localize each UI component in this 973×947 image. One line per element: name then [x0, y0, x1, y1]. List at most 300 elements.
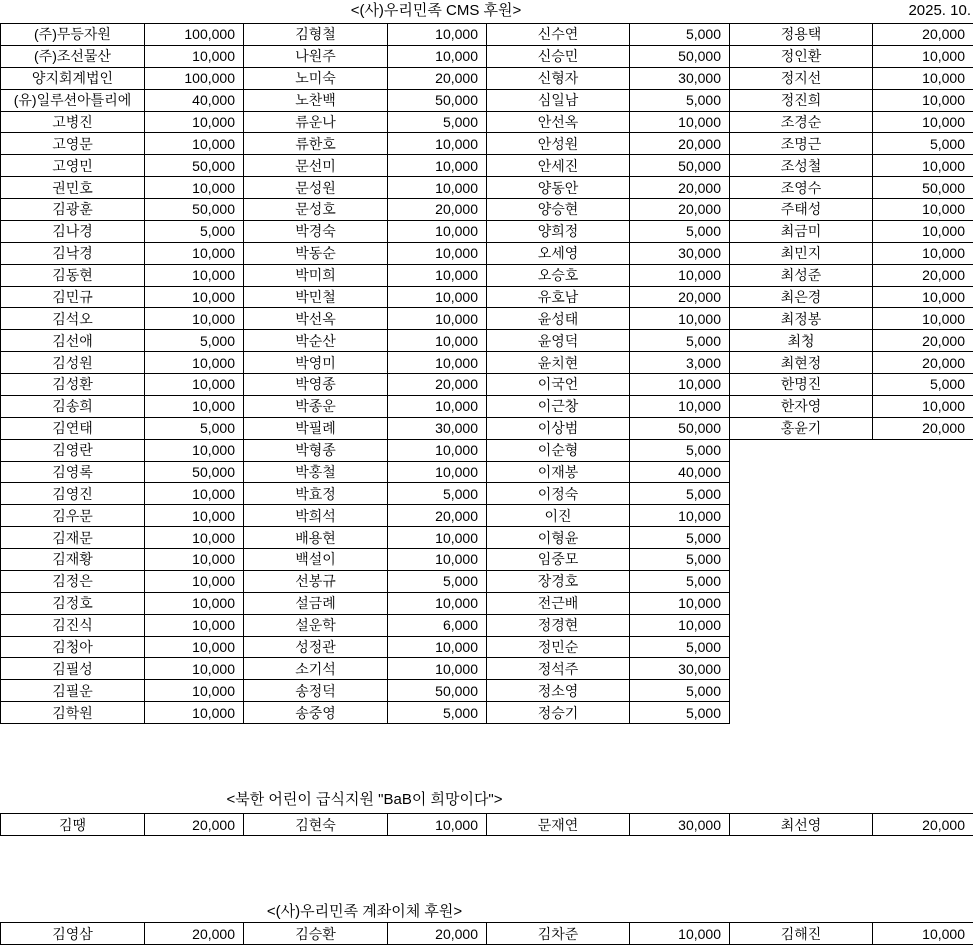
donor-name-cell: 박형종 [244, 439, 388, 461]
donor-name-cell: 고영문 [1, 133, 145, 155]
empty-cell [730, 483, 873, 505]
table-row [1, 483, 973, 505]
donation-amount-cell: 20,000 [388, 505, 487, 527]
donor-name-cell: 최금미 [730, 220, 873, 242]
bab-donation-table [0, 813, 973, 836]
table-row [1, 133, 973, 155]
donation-amount-cell: 50,000 [630, 45, 730, 67]
donation-amount-cell: 20,000 [630, 133, 730, 155]
donation-amount-cell: 10,000 [630, 614, 730, 636]
donation-amount-cell: 20,000 [388, 923, 487, 945]
empty-cell [730, 461, 873, 483]
donation-amount-cell: 10,000 [388, 286, 487, 308]
table-row [1, 814, 973, 836]
donor-name-cell: 박미희 [244, 264, 388, 286]
donation-amount-cell: 20,000 [145, 814, 244, 836]
donor-name-cell: 송정덕 [244, 680, 388, 702]
donor-name-cell: 최현정 [730, 352, 873, 374]
donation-amount-cell: 10,000 [145, 549, 244, 571]
donor-name-cell: 김학원 [1, 702, 145, 724]
donor-name-cell: 이형윤 [487, 527, 630, 549]
donation-amount-cell: 10,000 [873, 286, 973, 308]
donation-amount-cell: 10,000 [630, 592, 730, 614]
donor-name-cell: 김진식 [1, 614, 145, 636]
donor-name-cell: 윤치현 [487, 352, 630, 374]
table-row [1, 330, 973, 352]
donation-amount-cell: 50,000 [630, 155, 730, 177]
donation-amount-cell: 10,000 [873, 242, 973, 264]
donor-name-cell: 김광훈 [1, 199, 145, 221]
donor-name-cell: 안선옥 [487, 111, 630, 133]
donation-amount-cell: 10,000 [145, 308, 244, 330]
empty-cell [873, 549, 973, 571]
donor-name-cell: 문재연 [487, 814, 630, 836]
donor-name-cell: 홍윤기 [730, 417, 873, 439]
donor-name-cell: 박홍철 [244, 461, 388, 483]
donation-amount-cell: 10,000 [388, 658, 487, 680]
table-row [1, 549, 973, 571]
donor-name-cell: 박영미 [244, 352, 388, 374]
donation-amount-cell: 10,000 [388, 45, 487, 67]
donation-amount-cell: 10,000 [145, 680, 244, 702]
donor-name-cell: 김재문 [1, 527, 145, 549]
donor-name-cell: 최청 [730, 330, 873, 352]
donor-name-cell: 이재봉 [487, 461, 630, 483]
donation-amount-cell: 5,000 [388, 702, 487, 724]
donation-amount-cell: 10,000 [873, 395, 973, 417]
donor-name-cell: 이순형 [487, 439, 630, 461]
donation-amount-cell: 5,000 [388, 570, 487, 592]
donation-amount-cell: 10,000 [873, 89, 973, 111]
donation-amount-cell: 20,000 [873, 417, 973, 439]
donation-amount-cell: 10,000 [388, 814, 487, 836]
donor-name-cell: 정민순 [487, 636, 630, 658]
table-row [1, 67, 973, 89]
donor-name-cell: 박민철 [244, 286, 388, 308]
donation-amount-cell: 10,000 [145, 570, 244, 592]
donor-name-cell: 윤영덕 [487, 330, 630, 352]
donor-name-cell: 김정은 [1, 570, 145, 592]
donor-name-cell: 문성원 [244, 177, 388, 199]
donor-name-cell: 박효정 [244, 483, 388, 505]
donor-name-cell: 안세진 [487, 155, 630, 177]
donation-amount-cell: 10,000 [145, 702, 244, 724]
donor-name-cell: 양동안 [487, 177, 630, 199]
donation-amount-cell: 10,000 [145, 45, 244, 67]
donation-amount-cell: 10,000 [630, 374, 730, 396]
donation-amount-cell: 40,000 [145, 89, 244, 111]
donor-name-cell: 임중모 [487, 549, 630, 571]
donation-amount-cell: 10,000 [388, 155, 487, 177]
donation-amount-cell: 30,000 [630, 67, 730, 89]
donor-name-cell: 박순산 [244, 330, 388, 352]
donor-name-cell: 김필운 [1, 680, 145, 702]
donation-amount-cell: 10,000 [145, 111, 244, 133]
table-row [1, 680, 973, 702]
table-row [1, 352, 973, 374]
donation-amount-cell: 10,000 [388, 439, 487, 461]
donation-amount-cell: 50,000 [388, 89, 487, 111]
donation-amount-cell: 10,000 [145, 374, 244, 396]
donation-amount-cell: 10,000 [388, 330, 487, 352]
donation-amount-cell: 10,000 [145, 592, 244, 614]
empty-cell [730, 614, 873, 636]
donation-amount-cell: 5,000 [145, 220, 244, 242]
donation-amount-cell: 10,000 [630, 505, 730, 527]
donor-name-cell: 백설이 [244, 549, 388, 571]
donation-amount-cell: 20,000 [388, 374, 487, 396]
donor-name-cell: 설운학 [244, 614, 388, 636]
donor-name-cell: 양지회계법인 [1, 67, 145, 89]
donation-amount-cell: 10,000 [388, 264, 487, 286]
empty-cell [873, 439, 973, 461]
table-row [1, 177, 973, 199]
donor-name-cell: 김재황 [1, 549, 145, 571]
empty-cell [730, 439, 873, 461]
donation-amount-cell: 10,000 [873, 308, 973, 330]
donor-name-cell: 김영란 [1, 439, 145, 461]
empty-cell [873, 614, 973, 636]
donor-name-cell: 양승현 [487, 199, 630, 221]
donation-amount-cell: 10,000 [873, 220, 973, 242]
donation-amount-cell: 10,000 [388, 308, 487, 330]
donation-amount-cell: 20,000 [388, 199, 487, 221]
donor-name-cell: 정승기 [487, 702, 630, 724]
donor-name-cell: 최성준 [730, 264, 873, 286]
donor-name-cell: 이진 [487, 505, 630, 527]
donation-amount-cell: 10,000 [630, 395, 730, 417]
donation-amount-cell: 50,000 [630, 417, 730, 439]
donor-name-cell: 정인환 [730, 45, 873, 67]
donor-name-cell: 박종운 [244, 395, 388, 417]
donation-amount-cell: 10,000 [145, 286, 244, 308]
donation-amount-cell: 5,000 [873, 374, 973, 396]
donor-name-cell: 신수연 [487, 24, 630, 46]
donor-name-cell: 이국언 [487, 374, 630, 396]
donation-amount-cell: 5,000 [630, 24, 730, 46]
donation-amount-cell: 50,000 [145, 155, 244, 177]
donor-name-cell: 정진희 [730, 89, 873, 111]
empty-cell [730, 527, 873, 549]
donation-amount-cell: 40,000 [630, 461, 730, 483]
table-row [1, 570, 973, 592]
donor-name-cell: 한자영 [730, 395, 873, 417]
donation-amount-cell: 5,000 [630, 527, 730, 549]
donor-name-cell: 전근배 [487, 592, 630, 614]
donation-amount-cell: 10,000 [145, 352, 244, 374]
empty-cell [873, 527, 973, 549]
donor-name-cell: 김필성 [1, 658, 145, 680]
donation-amount-cell: 10,000 [388, 527, 487, 549]
donation-amount-cell: 10,000 [145, 395, 244, 417]
table-row [1, 592, 973, 614]
donation-amount-cell: 20,000 [630, 199, 730, 221]
donation-amount-cell: 20,000 [873, 814, 973, 836]
donation-amount-cell: 3,000 [630, 352, 730, 374]
donor-name-cell: 김송희 [1, 395, 145, 417]
donation-amount-cell: 100,000 [145, 67, 244, 89]
donor-name-cell: (주)무등자원 [1, 24, 145, 46]
donation-amount-cell: 10,000 [388, 24, 487, 46]
cms-section-title: <(사)우리민족 CMS 후원> [350, 2, 522, 19]
donor-name-cell: 김우문 [1, 505, 145, 527]
table-row [1, 242, 973, 264]
empty-cell [730, 702, 873, 724]
table-row [1, 395, 973, 417]
donation-amount-cell: 20,000 [873, 264, 973, 286]
donation-amount-cell: 20,000 [145, 923, 244, 945]
donation-amount-cell: 10,000 [145, 264, 244, 286]
donation-amount-cell: 50,000 [873, 177, 973, 199]
donor-name-cell: 주태성 [730, 199, 873, 221]
donor-name-cell: 이정숙 [487, 483, 630, 505]
donation-amount-cell: 20,000 [873, 352, 973, 374]
donor-name-cell: 최민지 [730, 242, 873, 264]
donor-name-cell: 윤성태 [487, 308, 630, 330]
donation-amount-cell: 30,000 [630, 658, 730, 680]
table-row [1, 527, 973, 549]
donation-amount-cell: 10,000 [388, 395, 487, 417]
empty-cell [730, 505, 873, 527]
table-row [1, 923, 973, 945]
donor-name-cell: 조성철 [730, 155, 873, 177]
donor-name-cell: 김해진 [730, 923, 873, 945]
donor-name-cell: 김영삼 [1, 923, 145, 945]
donation-amount-cell: 10,000 [145, 177, 244, 199]
donation-amount-cell: 10,000 [873, 45, 973, 67]
donation-amount-cell: 10,000 [145, 527, 244, 549]
donor-name-cell: 정지선 [730, 67, 873, 89]
donor-name-cell: 정석주 [487, 658, 630, 680]
empty-cell [873, 461, 973, 483]
donation-amount-cell: 5,000 [630, 702, 730, 724]
donation-amount-cell: 20,000 [630, 286, 730, 308]
donor-name-cell: 박필례 [244, 417, 388, 439]
donor-name-cell: 김선애 [1, 330, 145, 352]
donation-amount-cell: 5,000 [873, 133, 973, 155]
table-row [1, 286, 973, 308]
empty-cell [873, 592, 973, 614]
donation-amount-cell: 30,000 [630, 242, 730, 264]
empty-cell [873, 570, 973, 592]
donor-name-cell: 박선옥 [244, 308, 388, 330]
empty-cell [873, 505, 973, 527]
donation-amount-cell: 5,000 [388, 483, 487, 505]
donor-name-cell: 송중영 [244, 702, 388, 724]
donor-name-cell: 김형철 [244, 24, 388, 46]
table-row [1, 155, 973, 177]
donation-amount-cell: 5,000 [630, 570, 730, 592]
donor-name-cell: 김낙경 [1, 242, 145, 264]
donation-amount-cell: 10,000 [873, 199, 973, 221]
donation-amount-cell: 10,000 [145, 483, 244, 505]
donor-name-cell: 김동현 [1, 264, 145, 286]
donor-name-cell: 정소영 [487, 680, 630, 702]
donation-amount-cell: 10,000 [873, 67, 973, 89]
donation-amount-cell: 10,000 [145, 133, 244, 155]
donation-amount-cell: 10,000 [388, 549, 487, 571]
table-row [1, 308, 973, 330]
donor-name-cell: 고영민 [1, 155, 145, 177]
donation-amount-cell: 5,000 [630, 439, 730, 461]
empty-cell [873, 658, 973, 680]
donor-name-cell: 김현숙 [244, 814, 388, 836]
donor-name-cell: 문선미 [244, 155, 388, 177]
donor-name-cell: 김땡 [1, 814, 145, 836]
donor-name-cell: 최정봉 [730, 308, 873, 330]
donor-name-cell: 김석오 [1, 308, 145, 330]
donor-name-cell: 유호남 [487, 286, 630, 308]
donor-name-cell: 선봉규 [244, 570, 388, 592]
donation-amount-cell: 10,000 [630, 264, 730, 286]
table-row [1, 199, 973, 221]
donor-name-cell: 노찬백 [244, 89, 388, 111]
donation-amount-cell: 10,000 [388, 177, 487, 199]
empty-cell [730, 549, 873, 571]
donation-amount-cell: 10,000 [388, 220, 487, 242]
donor-name-cell: 김정호 [1, 592, 145, 614]
donation-amount-cell: 20,000 [873, 330, 973, 352]
empty-cell [730, 592, 873, 614]
donor-name-cell: 배용현 [244, 527, 388, 549]
donation-amount-cell: 5,000 [630, 636, 730, 658]
table-row [1, 702, 973, 724]
table-row [1, 505, 973, 527]
donation-amount-cell: 5,000 [388, 111, 487, 133]
donation-amount-cell: 10,000 [145, 614, 244, 636]
donation-amount-cell: 10,000 [630, 923, 730, 945]
donation-amount-cell: 10,000 [630, 111, 730, 133]
donor-name-cell: 고병진 [1, 111, 145, 133]
donor-name-cell: 김연태 [1, 417, 145, 439]
donation-amount-cell: 5,000 [145, 417, 244, 439]
empty-cell [730, 636, 873, 658]
donation-amount-cell: 10,000 [388, 352, 487, 374]
donation-amount-cell: 10,000 [388, 461, 487, 483]
donor-name-cell: 김영진 [1, 483, 145, 505]
donation-amount-cell: 5,000 [630, 220, 730, 242]
donor-name-cell: 양희정 [487, 220, 630, 242]
donation-amount-cell: 5,000 [630, 89, 730, 111]
donation-amount-cell: 50,000 [145, 461, 244, 483]
donation-amount-cell: 50,000 [145, 199, 244, 221]
donor-name-cell: 이상범 [487, 417, 630, 439]
donation-amount-cell: 10,000 [145, 505, 244, 527]
transfer-section-title: <(사)우리민족 계좌이체 후원> [266, 903, 463, 920]
donor-name-cell: 한명진 [730, 374, 873, 396]
donation-amount-cell: 10,000 [873, 923, 973, 945]
donor-name-cell: 소기석 [244, 658, 388, 680]
cms-donation-table [0, 23, 973, 724]
donor-name-cell: 정용택 [730, 24, 873, 46]
donor-name-cell: 성정관 [244, 636, 388, 658]
donation-amount-cell: 10,000 [873, 111, 973, 133]
table-row [1, 264, 973, 286]
table-row [1, 89, 973, 111]
table-row [1, 220, 973, 242]
donor-name-cell: 신승민 [487, 45, 630, 67]
table-row [1, 45, 973, 67]
donor-name-cell: 류한호 [244, 133, 388, 155]
donation-amount-cell: 10,000 [145, 658, 244, 680]
donation-amount-cell: 6,000 [388, 614, 487, 636]
donor-name-cell: (주)조선물산 [1, 45, 145, 67]
donor-name-cell: 김승환 [244, 923, 388, 945]
table-row [1, 374, 973, 396]
donor-name-cell: 최선영 [730, 814, 873, 836]
donor-name-cell: (유)일루션아틀리에 [1, 89, 145, 111]
table-row [1, 614, 973, 636]
donation-amount-cell: 100,000 [145, 24, 244, 46]
donor-name-cell: 설금례 [244, 592, 388, 614]
donor-name-cell: 오승호 [487, 264, 630, 286]
donor-name-cell: 조경순 [730, 111, 873, 133]
donation-amount-cell: 5,000 [630, 680, 730, 702]
donor-name-cell: 오세영 [487, 242, 630, 264]
donor-name-cell: 류운나 [244, 111, 388, 133]
donor-name-cell: 박동순 [244, 242, 388, 264]
empty-cell [873, 702, 973, 724]
donation-amount-cell: 20,000 [873, 24, 973, 46]
donor-name-cell: 문성호 [244, 199, 388, 221]
donation-amount-cell: 10,000 [388, 133, 487, 155]
donor-name-cell: 박영종 [244, 374, 388, 396]
donation-amount-cell: 30,000 [630, 814, 730, 836]
report-date: 2025. 10. [908, 2, 971, 19]
donor-name-cell: 노미숙 [244, 67, 388, 89]
donation-amount-cell: 30,000 [388, 417, 487, 439]
donor-name-cell: 김청아 [1, 636, 145, 658]
donor-name-cell: 나원주 [244, 45, 388, 67]
donation-amount-cell: 10,000 [145, 636, 244, 658]
donation-amount-cell: 20,000 [388, 67, 487, 89]
donation-amount-cell: 10,000 [630, 308, 730, 330]
donor-name-cell: 김나경 [1, 220, 145, 242]
donation-amount-cell: 10,000 [388, 636, 487, 658]
donor-name-cell: 신형자 [487, 67, 630, 89]
donor-name-cell: 김차준 [487, 923, 630, 945]
donor-name-cell: 김민규 [1, 286, 145, 308]
donor-name-cell: 김영록 [1, 461, 145, 483]
donation-amount-cell: 5,000 [630, 483, 730, 505]
bab-section-title: <북한 어린이 급식지원 "BaB이 희망이다"> [226, 791, 503, 808]
donor-name-cell: 이근창 [487, 395, 630, 417]
donor-name-cell: 조영수 [730, 177, 873, 199]
empty-cell [873, 680, 973, 702]
donor-name-cell: 박경숙 [244, 220, 388, 242]
table-row [1, 636, 973, 658]
donation-amount-cell: 10,000 [388, 242, 487, 264]
table-row [1, 111, 973, 133]
table-row [1, 658, 973, 680]
donor-name-cell: 박희석 [244, 505, 388, 527]
donor-name-cell: 김성환 [1, 374, 145, 396]
donor-name-cell: 안성원 [487, 133, 630, 155]
donor-name-cell: 장경호 [487, 570, 630, 592]
donation-amount-cell: 5,000 [145, 330, 244, 352]
donation-amount-cell: 10,000 [873, 155, 973, 177]
donation-amount-cell: 20,000 [630, 177, 730, 199]
donor-name-cell: 최은경 [730, 286, 873, 308]
donor-name-cell: 권민호 [1, 177, 145, 199]
donor-name-cell: 심일남 [487, 89, 630, 111]
empty-cell [873, 636, 973, 658]
empty-cell [730, 680, 873, 702]
donation-amount-cell: 10,000 [145, 242, 244, 264]
table-row [1, 24, 973, 46]
empty-cell [730, 570, 873, 592]
donation-amount-cell: 50,000 [388, 680, 487, 702]
